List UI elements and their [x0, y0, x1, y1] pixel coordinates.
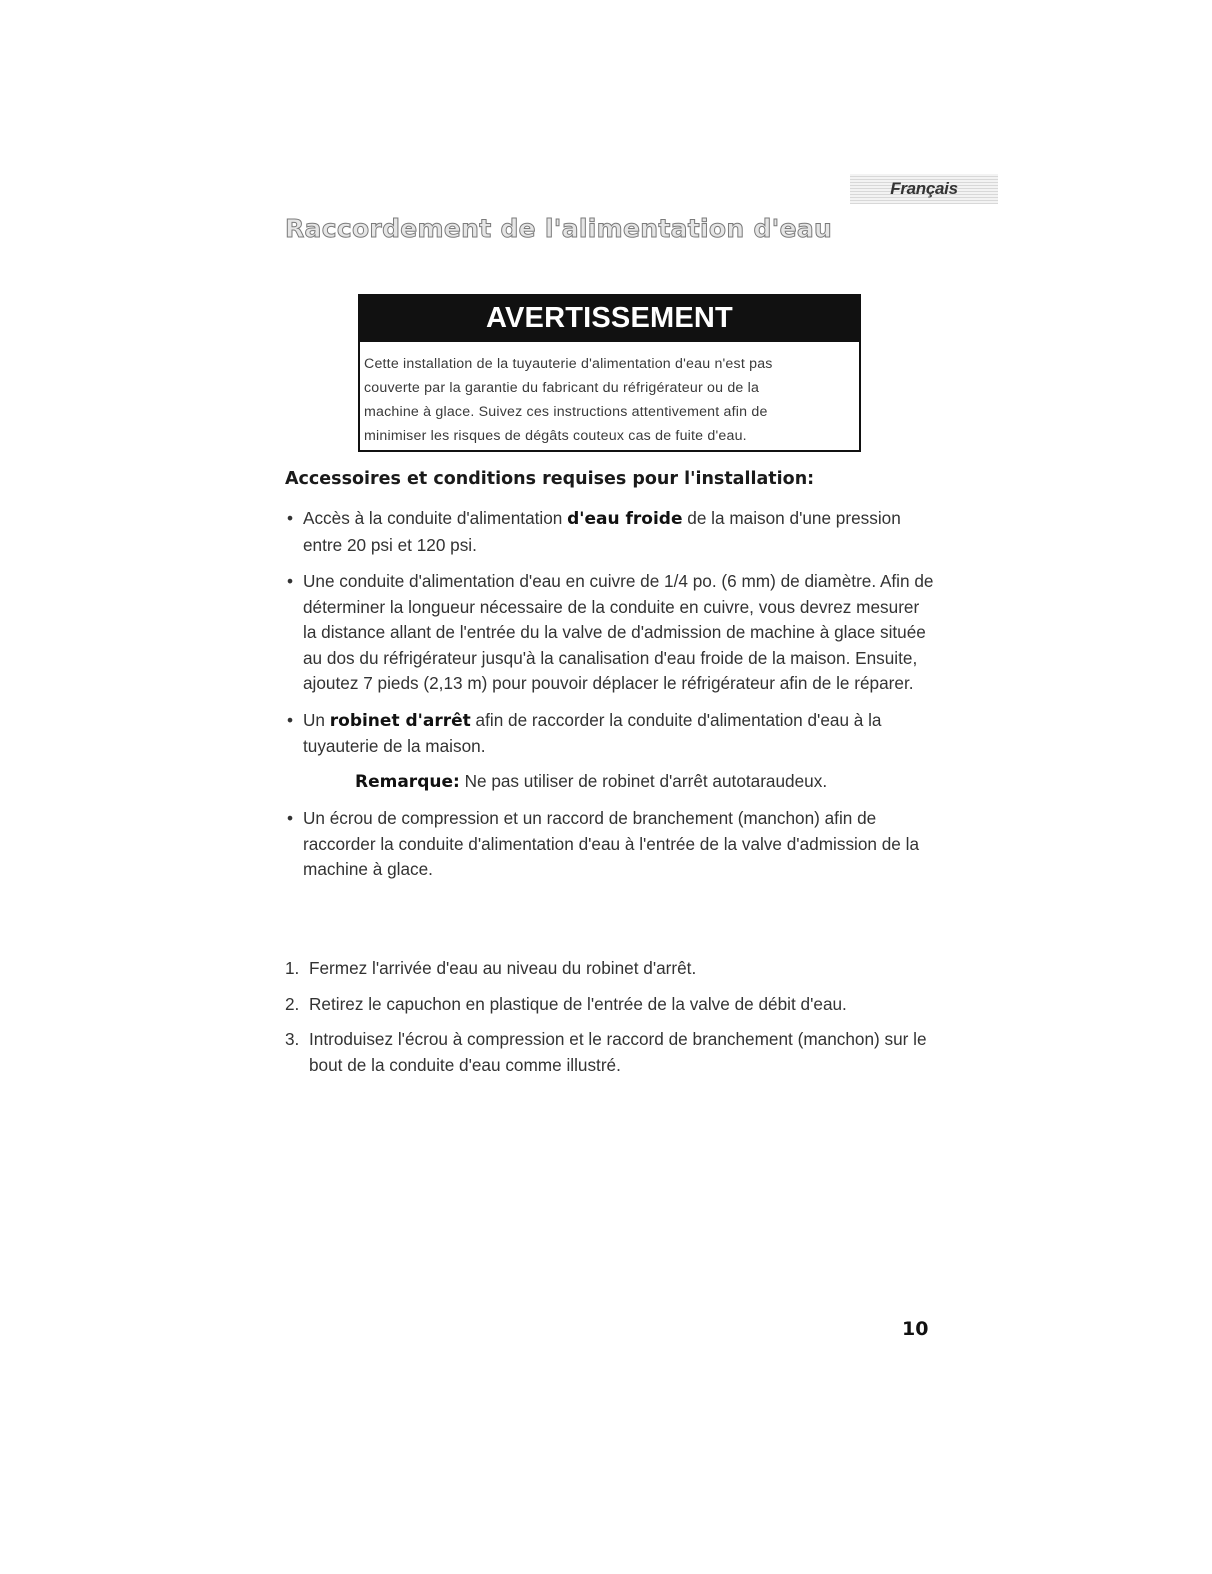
bullet-icon: • — [287, 571, 294, 591]
list-item — [285, 506, 935, 558]
requirements-title: Accessoires et conditions requises pour l'installation: — [285, 469, 815, 489]
language-tab-label: Français — [890, 179, 958, 198]
step-number: 2. — [285, 993, 300, 1014]
step-item — [285, 956, 935, 982]
step-number: 1. — [285, 958, 300, 978]
bullet-icon: • — [287, 808, 294, 828]
step-text: Fermez l'arrivée d'eau au niveau du robinet d'arrêt. — [309, 958, 697, 978]
bullet-icon: • — [287, 508, 294, 528]
warning-line: couverte par la garantie du fabricant du réfrigérateur ou de la — [364, 380, 760, 396]
note-text: Ne pas utiliser de robinet d'arrêt autotaraudeux. — [459, 770, 828, 791]
section-title: Raccordement de l'alimentation d'eau — [285, 214, 833, 243]
bullet-icon: • — [287, 709, 294, 730]
warning-line: machine à glace. Suivez ces instructions attentivement afin de — [364, 404, 768, 420]
page-number: 10 — [902, 1318, 929, 1340]
step-text: Introduisez l'écrou à compression et le raccord de branchement (manchon) sur le bout de la conduite d'eau comme illustré. — [309, 1029, 927, 1075]
item-text: de la maison d'une pression entre 20 psi et 120 psi. — [303, 508, 901, 555]
warning-heading: AVERTISSEMENT — [486, 301, 733, 334]
warning-line: minimiser les risques de dégâts couteux cas de fuite d'eau. — [364, 428, 747, 444]
warning-header — [360, 294, 859, 342]
item-text: Un — [303, 709, 330, 730]
item-text: Accès à la conduite d'alimentation — [303, 508, 568, 528]
note — [285, 769, 935, 796]
step-item — [285, 1027, 935, 1078]
step-item — [285, 992, 935, 1018]
note-label: Remarque: — [355, 771, 460, 792]
item-text: Un écrou de compression et un raccord de branchement (manchon) afin de raccorder la conduite d'alimentation d'eau à l'entrée de la valve d'admission de la machine à glace. — [303, 808, 920, 879]
item-text: afin de raccorder la conduite d'alimentation d'eau à la tuyauterie de la maison. — [303, 709, 882, 756]
warning-text — [360, 342, 859, 448]
list-item — [285, 806, 935, 883]
requirements-list — [285, 506, 935, 894]
list-item — [285, 708, 935, 760]
step-number: 3. — [285, 1029, 300, 1049]
warning-line: Cette installation de la tuyauterie d'alimentation d'eau n'est pas — [364, 356, 773, 372]
step-text: Retirez le capuchon en plastique de l'entrée de la valve de débit d'eau. — [309, 993, 847, 1014]
item-bold-text: robinet d'arrêt — [329, 710, 471, 731]
warning-box — [358, 294, 861, 452]
item-text: Une conduite d'alimentation d'eau en cuivre de 1/4 po. (6 mm) de diamètre. Afin de déterminer la longueur nécessaire de la conduite en cuivre, vous devrez mesurer la distance allant de l'entrée du la valve de d'admission de machine à glace située au dos du réfrigérateur jusqu'à la canalisation d'eau froide de la maison. Ensuite, ajoutez 7 pieds (2,13 m) pour pouvoir déplacer le réfrigérateur afin de le réparer. — [303, 571, 934, 693]
list-item — [285, 569, 935, 697]
item-bold-text: d'eau froide — [567, 509, 683, 529]
steps-list — [285, 956, 935, 1088]
language-tab — [850, 174, 998, 204]
